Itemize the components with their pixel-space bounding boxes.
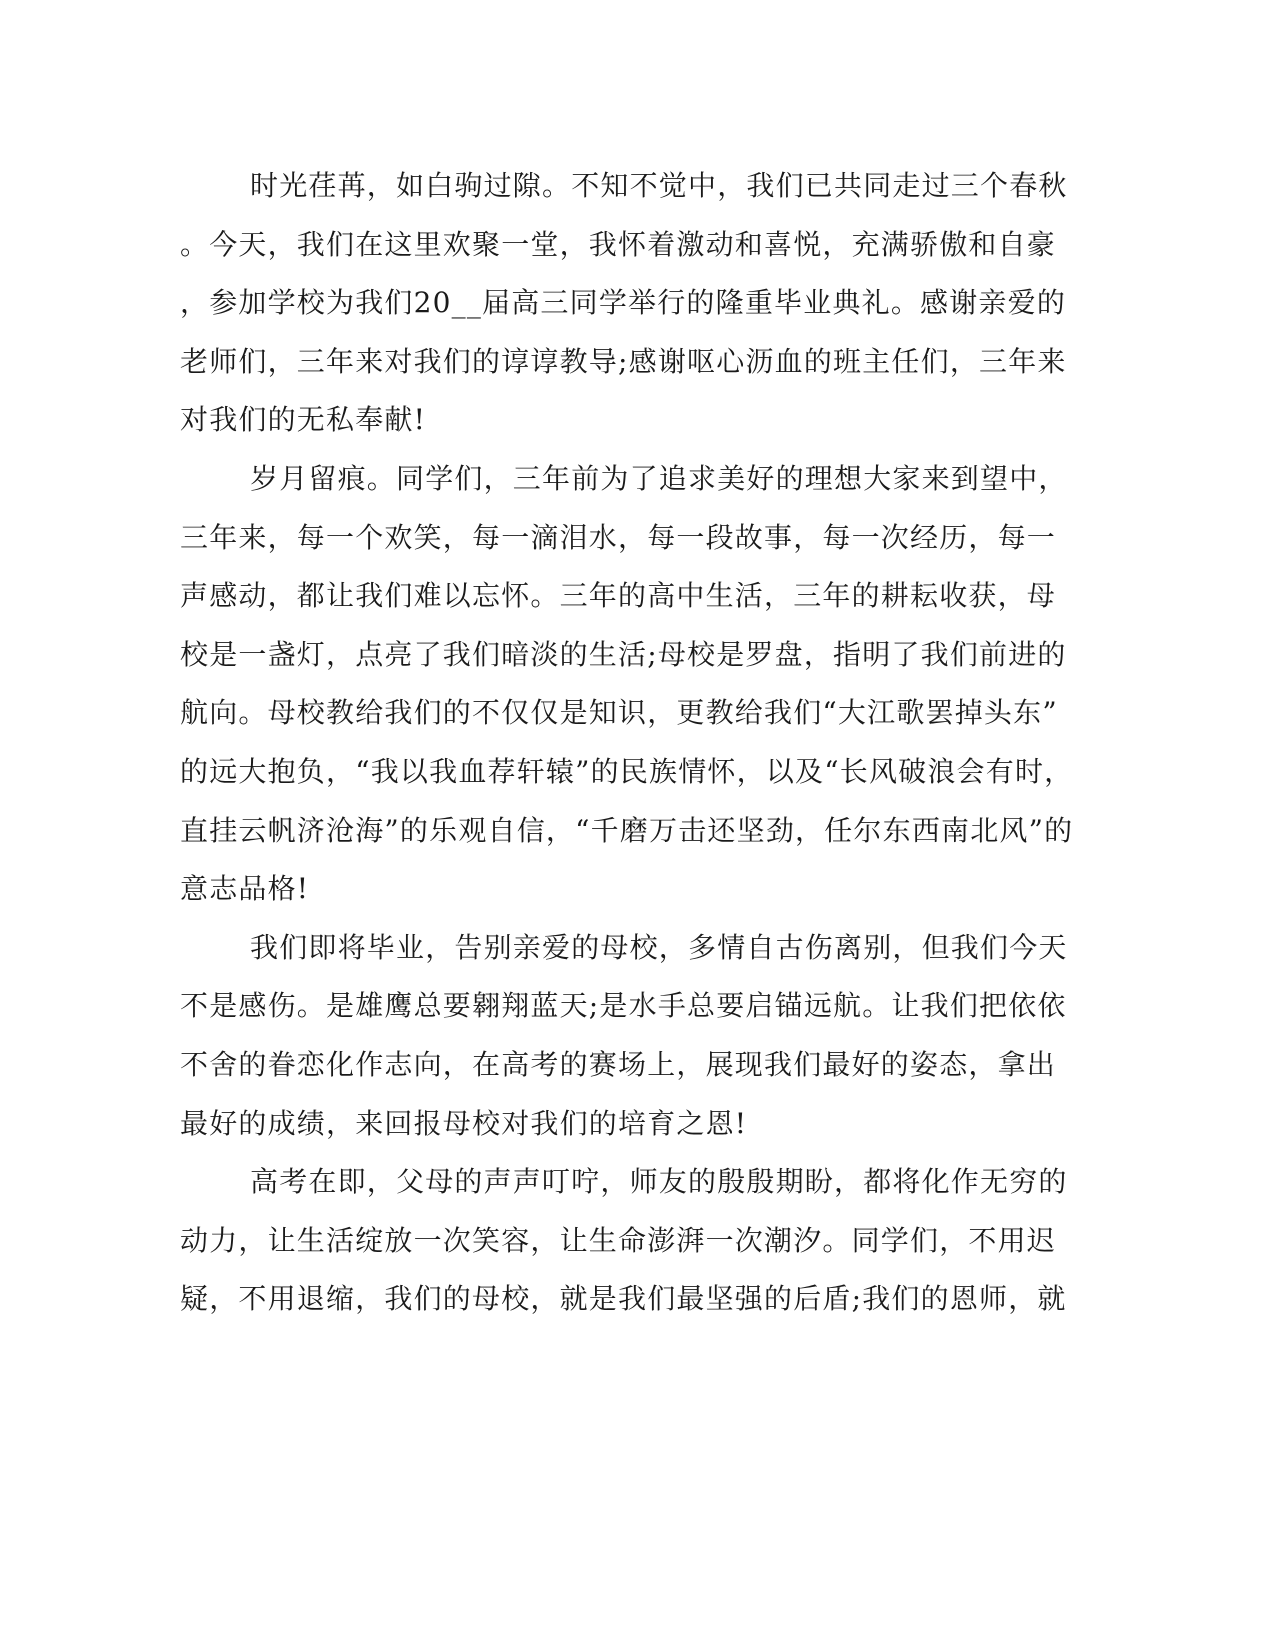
text-line: 高考在即，父母的声声叮咛，师友的殷殷期盼，都将化作无穷的	[250, 1165, 1068, 1199]
text-line: 我们即将毕业，告别亲爱的母校，多情自古伤离别，但我们今天	[250, 930, 1068, 964]
text-line: 时光荏苒，如白驹过隙。不知不觉中，我们已共同走过三个春秋	[250, 169, 1068, 202]
text-line: 航向。母校教给我们的不仅仅是知识，更教给我们“大江歌罢掉头东”	[180, 696, 1058, 730]
paragraph-2	[180, 450, 1074, 919]
text-line: 三年来，每一个欢笑，每一滴泪水，每一段故事，每一次经历，每一	[180, 520, 1057, 554]
paragraph-3	[180, 919, 1068, 1153]
text-line: 岁月留痕。同学们，三年前为了追求美好的理想大家来到望中，	[250, 461, 1068, 495]
text-line: 直挂云帆济沧海”的乐观自信，“千磨万击还坚劲，任尔东西南北风”的	[180, 813, 1074, 847]
text-line: 的远大抱负，“我以我血荐轩辕”的民族情怀，以及“长风破浪会有时，	[180, 754, 1074, 788]
speech-text	[180, 157, 1074, 1329]
text-line: ，参加学校为我们20__届高三同学举行的隆重毕业典礼。感谢亲爱的	[180, 286, 1067, 320]
text-line: 老师们，三年来对我们的谆谆教导;感谢呕心沥血的班主任们，三年来	[180, 344, 1067, 378]
text-line: 声感动，都让我们难以忘怀。三年的高中生活，三年的耕耘收获，母	[180, 579, 1057, 613]
text-line: 校是一盏灯，点亮了我们暗淡的生活;母校是罗盘，指明了我们前进的	[180, 637, 1067, 671]
text-line: 意志品格!	[180, 872, 310, 906]
text-line: 不舍的眷恋化作志向，在高考的赛场上，展现我们最好的姿态，拿出	[180, 1047, 1057, 1081]
text-line: 最好的成绩，来回报母校对我们的培育之恩!	[180, 1106, 748, 1140]
paragraph-4	[180, 1153, 1068, 1329]
text-line: 对我们的无私奉献!	[180, 403, 427, 437]
text-line: 不是感伤。是雄鹰总要翱翔蓝天;是水手总要启锚远航。让我们把依依	[180, 989, 1067, 1023]
paragraph-1	[180, 157, 1068, 450]
text-line: 。今天，我们在这里欢聚一堂，我怀着激动和喜悦，充满骄傲和自豪	[180, 227, 1057, 261]
text-line: 疑，不用退缩，我们的母校，就是我们最坚强的后盾;我们的恩师，就	[180, 1282, 1067, 1316]
text-line: 动力，让生活绽放一次笑容，让生命澎湃一次潮汐。同学们，不用迟	[180, 1223, 1057, 1257]
